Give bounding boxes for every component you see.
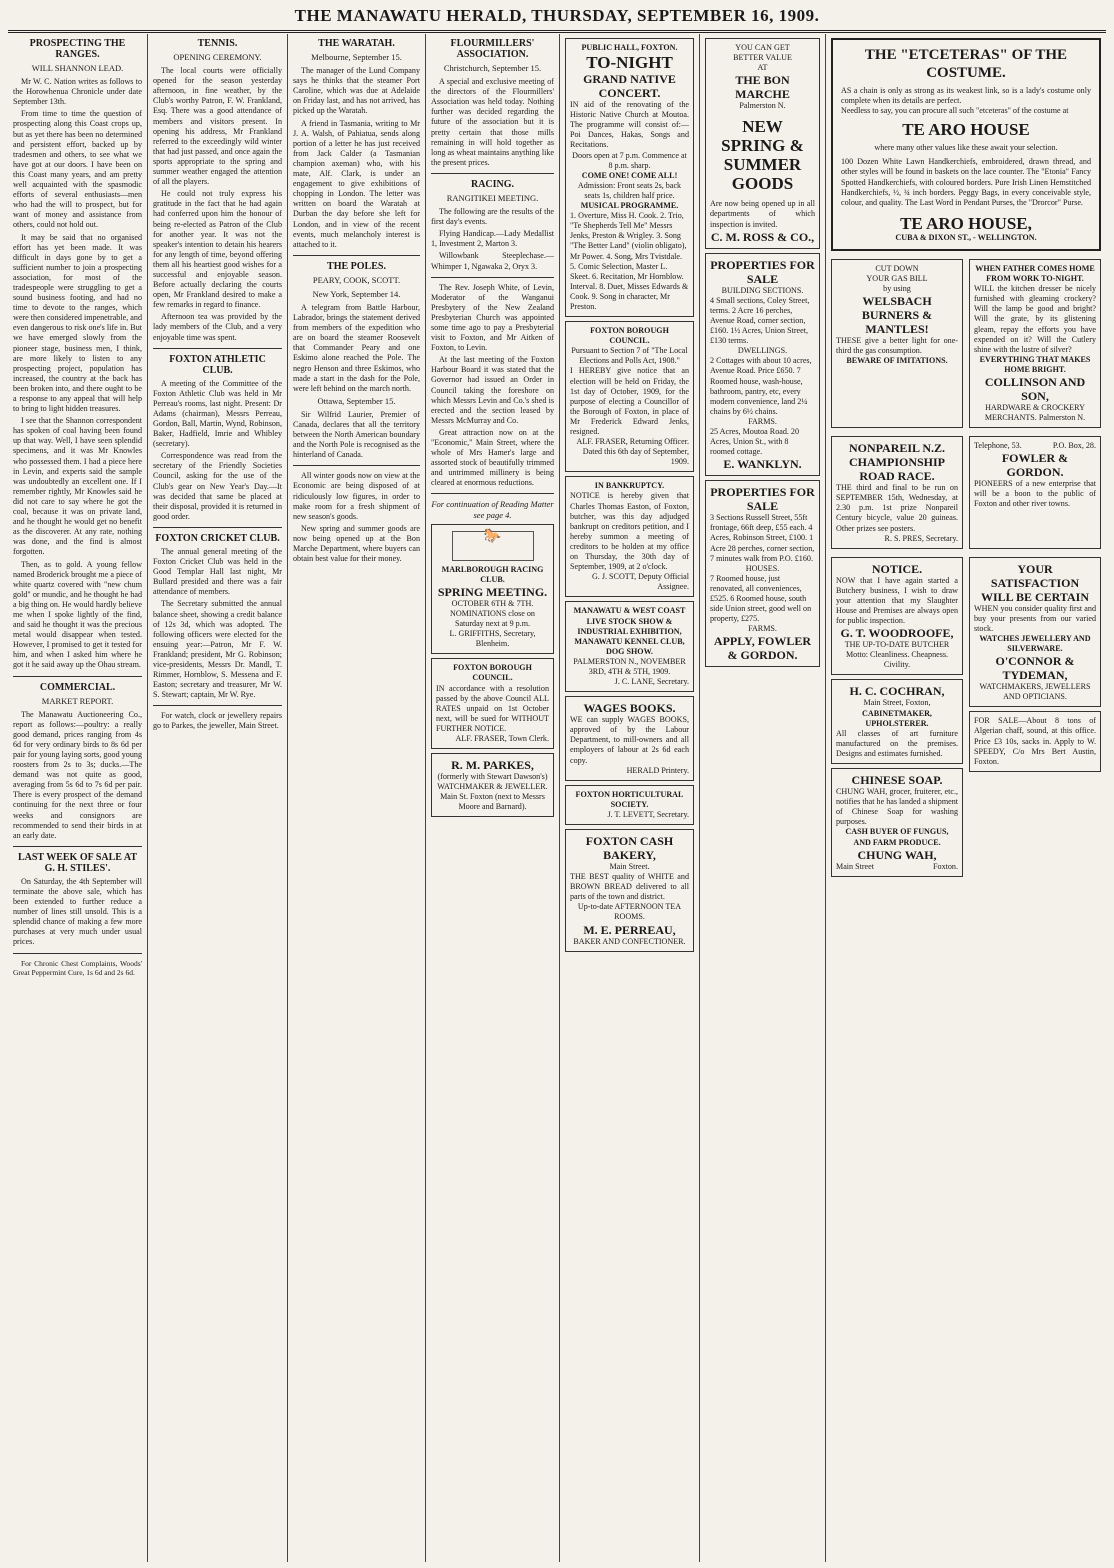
headline-athletic-club: FOXTON ATHLETIC CLUB. (169, 353, 266, 376)
column-5 (560, 34, 700, 1562)
horse-racing-icon: 🐎 (452, 531, 534, 561)
article-paragraph: The Manawatu Auctioneering Co., report as follows:—poultry: a really good demand, prices ranging from 4s 6d for very ordinary birds to 8s 6d per pair for young laying sorts, good young roosters from 2s to 3s; ducks.—The demand was not quite as good, averaging from 5s 6d to 7s 6d per pair. There is every prospect of the demand continuing for the next three or four weeks and consignors are recommended to send their birds in at an early date. (13, 709, 142, 840)
headline-stiles-sale: LAST WEEK OF SALE AT G. H. STILES'. (17, 851, 138, 874)
headline-commercial: COMMERCIAL. (39, 681, 116, 693)
ad-native-concert: PUBLIC HALL, FOXTON. TO-NIGHT GRAND NATIVE CONCERT. IN aid of the renovating of the Historic Native Church at Moutoa. The programme will consist of:— Poi Dances, Hakas, Songs and Recitations. Doors open at 7 p.m. Commence at 8 p.m. sharp. COME ONE! COME ALL! Admission: Front seats 2s, back seats 1s, children half price. MUSICAL PROGRAMME. 1. Overture, Miss H. Cook. 2. Trio, "Te Shepherds Tell Me" Messrs Jenks, Preston & Wrigley. 3. Song "The Better Land" (violin obligato), Mr Power. 4. Song, Mrs Tvistdale. 5. Comic Selection, Master L. Skeet. 6. Recitation, Mr Hornblow. Interval. 8. Duet, Misses Edwards & Cook. 9. Song in character, Mr Preston. (565, 38, 694, 317)
bon-marche-notice: New spring and summer goods are now being opened up at the Bon Marche Department, where buyers can obtain best value for their money. (293, 523, 420, 564)
divider (13, 846, 142, 847)
ad-oconnor-tydeman: YOUR SATISFACTION WILL BE CERTAIN WHEN you consider quality first and buy your presents from our varied stock. WATCHES JEWELLERY AND SILVERWARE. O'CONNOR & TYDEMAN, WATCHMAKERS, JEWELLERS AND OPTICIANS. (969, 557, 1101, 708)
headline-prospecting: PROSPECTING THE RANGES. (29, 38, 126, 60)
ad-cash-bakery: FOXTON CASH BAKERY, Main Street. THE BEST quality of WHITE and BROWN BREAD delivered to all parts of the town and district. Up-to-date AFTERNOON TEA ROOMS. M. E. PERREAU, BAKER AND CONFECTIONER. (565, 829, 694, 952)
divider (153, 348, 282, 349)
column-6 (700, 34, 826, 1562)
ad-row-woodroofe-oconnor (831, 553, 1101, 881)
column-7 (826, 34, 1106, 1562)
ad-borough-council-rates: FOXTON BOROUGH COUNCIL. IN accordance with a resolution passed by the above Council ALL RATES unpaid on 1st October next, will be sued for WITHOUT FURTHER NOTICE. ALF. FRASER, Town Clerk. (431, 658, 554, 749)
divider (13, 953, 142, 954)
continuation-note: For continuation of Reading Matter see page 4. (431, 499, 554, 520)
article-paragraph: Sir Wilfrid Laurier, Premier of Canada, declares that all the territory between the North American boundary and the North Pole is recognised as the hinterland of Canada. (293, 409, 420, 460)
article-paragraph: Great attraction now on at the "Economic," Main Street, where the whole of Mrs Hamer's large and assorted stock of beautifully trimmed and untrimmed millinery is being cleared at enormous reductions. (431, 427, 554, 488)
subhead-rangitikei: RANGITIKEI MEETING. (446, 192, 539, 203)
divider (431, 277, 554, 278)
ad-wages-books: WAGES BOOKS. WE can supply WAGES BOOKS, approved of by the Labour Department, to mill-owners and all employers of labour at 2s 6d each copy. HERALD Printery. (565, 696, 694, 781)
ad-chaff-for-sale: FOR SALE—About 8 tons of Algerian chaff, sound, at this office. Price £3 10s, sacks in. Apply to W. SPEEDY, C/o Mrs Bert Austin, Foxton. (969, 711, 1101, 771)
subhead-opening: OPENING CEREMONY. (173, 52, 262, 62)
dateline: Christchurch, September 15. (443, 63, 542, 73)
race-result: Willowbank Steeplechase.—Whimper 1, Ngawaka 2, Oryx 3. (431, 251, 554, 271)
column-2 (148, 34, 288, 1562)
headline-waratah: THE WARATAH. (318, 38, 395, 49)
divider (431, 493, 554, 494)
article-paragraph: Afternoon tea was provided by the lady members of the Club, and a very enjoyable time was spent. (153, 312, 282, 342)
ad-marlborough-racing: 🐎 MARLBOROUGH RACING CLUB. SPRING MEETING. OCTOBER 6TH & 7TH. NOMINATIONS close on Saturday next at 9 p.m. L. GRIFFITHS, Secretary, Blenheim. (431, 524, 554, 655)
article-paragraph: On Saturday, the 4th September will terminate the above sale, which has been extended to further reduce a number of lines still unsold. This is a splendid chance of making a few more purchases at very much under usual prices. (13, 876, 142, 947)
divider (293, 465, 420, 466)
ad-horticultural-society: FOXTON HORTICULTURAL SOCIETY. J. T. LEVETT, Secretary. (565, 785, 694, 825)
peppermint-cure-notice: For Chronic Chest Complaints, Woods' Great Peppermint Cure, 1s 6d and 2s 6d. (13, 958, 142, 977)
article-paragraph: At the last meeting of the Foxton Harbour Board it was stated that the Governor had issued an Order in Council taking the foreshore on which Messrs Levin and Co.'s shed is erected and the section leased by Messrs McMurray and Co. (431, 355, 554, 425)
ad-chinese-soap: CHINESE SOAP. CHUNG WAH, grocer, fruiterer, etc., notifies that he has landed a shipment of Chinese Soap for washing purposes. CASH BUYER OF FUNGUS, AND FARM PRODUCE. CHUNG WAH, Main Street Foxton. (831, 768, 963, 877)
article-paragraph: I see that the Shannon correspondent has spoken of coal having been found up that way. Well, I have seen splendid specimens, and it was Mr Knowles who possessed them. I had a piece here in Levin, and experts said the sample was undoubtedly an excellent one. If I remember rightly, Mr Knowles said he did not care to say where he got the coal, because it was on private land, and he thought he would get no benefit as the discoverer. At any rate, nothing was done, and the find is almost forgotten. (13, 416, 142, 557)
subhead-shannon: WILL SHANNON LEAD. (31, 63, 124, 73)
article-paragraph: A friend in Tasmania, writing to Mr J. A. Walsh, of Pahiatua, sends along portion of a letter he has just received from Jack Calder (a Tasmanian champion axeman) who, with his mate, Alf. Clark, is under an engagement to give exhibitions of chopping in London. The letter was written on board the Waratah at Durban the day before she left for London, and in view of the recent events, much melancholy interest is attached to it. (293, 118, 420, 249)
headline-flourmillers: FLOURMILLERS' ASSOCIATION. (450, 38, 535, 60)
article-paragraph: The annual general meeting of the Foxton Cricket Club was held in the Good Templar Hall last night, Mr Bullard presided and there was a fair attendance of members. (153, 546, 282, 597)
article-paragraph: He could not truly express his gratitude in the fact that he had again had conferred upon him the honour of being re-elected as Patron of the Club for another year. It was not the speaker's intention to detain his hearers for any length of time, beyond offering them all his heartiest good wishes for a successful and enjoyable season. Before actually declaring the courts open, Mr Frankland desired to make a few remarks in regard to finance. (153, 189, 282, 310)
article-paragraph: The manager of the Lund Company says he thinks that the steamer Port Caroline, which was due at Adelaide on Friday last, and has not arrived, has picked up the Waratah. (293, 66, 420, 116)
economic-notice: All winter goods now on view at the Economic are being disposed of at ridiculously low figures, in order to make room for a fresh shipment of new season's goods. (293, 471, 420, 521)
ad-bankruptcy: IN BANKRUPTCY. NOTICE is hereby given that Charles Thomas Easton, of Foxton, butcher, was this day adjudged bankrupt on creditors petition, and I hereby summon a meeting of creditors to be holden at my office on Thursday, the 30th day of September, 1909, at 2 o'clock. G. J. SCOTT, Deputy Official Assignee. (565, 476, 694, 597)
headline-racing: RACING. (470, 178, 515, 190)
divider (293, 255, 420, 256)
article-paragraph: Mr W. C. Nation writes as follows to the Horowhenua Chronicle under date September 13th. (13, 77, 142, 107)
article-paragraph: A telegram from Battle Harbour, Labrador, brings the statement derived from members of the expedition who are on board the steamer Roosevelt that Commander Peary and one Eskimo alone reached the Pole. The negro Henson and three Eskimos, who made a start in the dash for the Pole, were left behind on the march north. (293, 302, 420, 393)
ad-te-aro-house: THE "ETCETERAS" OF THE COSTUME. AS a chain is only as strong as its weakest link, so is a lady's costume only complete when its details are perfect. Needless to say, you can procure all such "etceteras" of the costume at TE ARO HOUSE where many other values like these await your selection. 100 Dozen White Lawn Handkerchiefs, embroidered, drawn thread, and other styles will be found in baskets on the lace counter. The "Etonia" Fancy Spotted Handkerchiefs, with coloured borders. Pure Irish Linen Hemstitched Handkerchiefs, ½, ¾ inch borders. Peggy Bags, in every conceivable style, colour, and quality. The Last Word in Pendant Purses, the "Drorcor" Purse. TE ARO HOUSE, CUBA & DIXON ST., - WELLINGTON. (831, 38, 1101, 251)
ad-nonpareil-road-race: NONPAREIL N.Z. CHAMPIONSHIP ROAD RACE. THE third and final to be run on SEPTEMBER 15th, Wednesday, at 2.30 p.m. 1st prize Nonpareil Century bicycle, value 20 guineas. Other prizes see posters. R. S. PRES, Secretary. (831, 436, 963, 549)
ad-wanklyn-properties: PROPERTIES FOR SALE BUILDING SECTIONS. 4 Small sections, Coley Street, terms. 2 Acre 16 perches, Avenue Road, corner section, £160. 1½ Acres, Union Street, £130 terms. DWELLINGS. 2 Cottages with about 10 acres, Avenue Road. Price £650. 7 Roomed house, wash-house, bathroom, pantry, etc, every modern convenience, land 2¼ chains by 6½ chains. FARMS. 25 Acres, Moutoa Road. 20 Acres, Union St., with 8 roomed cottage. E. WANKLYN. (705, 253, 820, 477)
dateline: Ottawa, September 15. (317, 395, 396, 406)
article-paragraph: The local courts were officially opened for the season yesterday afternoon, in fine weather, by the Club's worthy Patron, F. W. Frankland, Esq. There was a good attendance of members and visitors present. In opening his address, Mr Frankland referred to the exceedingly wild winter that had just passed, and once again the sports appropriate to the spring and summer weather engaged the attention of all the players. (153, 66, 282, 187)
ad-fowler-properties: PROPERTIES FOR SALE 3 Sections Russell Street, 55ft frontage, 66ft deep, £55 each. 4 Acres, Robinson Street, £100. 1 Acre 28 perches, corner section, 7 minutes walk from P.O. £160. HOUSES. 7 Roomed house, just renovated, all conveniences, £525. 6 Roomed house, south side Union street, good well on property, £275. FARMS. APPLY, FOWLER & GORDON. (705, 480, 820, 667)
article-paragraph: A meeting of the Committee of the Foxton Athletic Club was held in Mr Perreau's rooms, last night. Present: Dr Adams (chairman), Messrs Perreau, Gordon, Ball, Martin, Wynd, Robinson, Baker, Hadfield, Imrie and Whibley (secretary). (153, 378, 282, 449)
ad-borough-election: FOXTON BOROUGH COUNCIL. Pursuant to Section 7 of "The Local Elections and Polls Act, 1908." I HEREBY give notice that an election will be held on Friday, the 1st day of October, 1909, for the purpose of electing a Councillor of the Borough of Foxton, in place of Mr Frederick Edward Jenks, resigned. ALF. FRASER, Returning Officer. Dated this 6th day of September, 1909. (565, 321, 694, 472)
ad-bon-marche: YOU CAN GET BETTER VALUE AT THE BON MARCHE Palmerston N. NEW SPRING & SUMMER GOODS Are now being opened up in all departments of which inspection is invited. C. M. ROSS & CO., (705, 38, 820, 249)
article-paragraph: The Rev. Joseph White, of Levin, Moderator of the Wanganui Presbytery of the New Zealand Presbyterian Church was appointed some time ago to pay a Presbyterial visit to Foxton, and Mr Aitken of Foxton, to Levin. (431, 282, 554, 353)
column-4 (426, 34, 560, 1562)
article-paragraph: From time to time the question of prospecting along this Coast crops up, but as yet there has been no determined and persistent effort, backed up by tradesmen and others, to see what we have got at our doors. I have been on this Coast many years, and am pretty well acquainted with the spasmodic efforts of several enthusiasts—men who had the will to prospect, but for want of money and assistance from others, could not hold out. (13, 109, 142, 230)
headline-tennis: TENNIS. (197, 38, 238, 49)
article-paragraph: The Secretary submitted the annual balance sheet, showing a credit balance of 12s 3d, which was adopted. The following officers were elected for the ensuing year:—Patron, Mr F. W. Frankland; president, Mr G. Robinson; vice-presidents, Messrs Dr. Mandl, T. Rimmer, Hornblow, S. Messena and F. Easton; secretary and treasurer, Mr W. S. Stewart; captain, Mr W. Rye. (153, 599, 282, 700)
parkes-repairs-notice: For watch, clock or jewellery repairs go to Parkes, the jeweller, Main Street. (153, 711, 282, 731)
ad-welsbach: CUT DOWN YOUR GAS BILL by using WELSBACH BURNERS & MANTLES! THESE give a better light for one-third the gas consumption. BEWARE OF IMITATIONS. (831, 259, 963, 428)
ad-woodroofe-butcher: NOTICE. NOW that I have again started a Butchery business, I wish to draw your attention that my Slaughter House and Premises are always open for public inspection. G. T. WOODROOFE, THE UP-TO-DATE BUTCHER Motto: Cleanliness. Cheapness. Civility. (831, 557, 963, 676)
article-paragraph: The following are the results of the first day's events. (431, 207, 554, 227)
ad-row-welsbach-collinson (831, 255, 1101, 432)
ad-stack-left (831, 553, 963, 881)
ad-livestock-show: MANAWATU & WEST COAST LIVE STOCK SHOW & INDUSTRIAL EXHIBITION, MANAWATU KENNEL CLUB, DOG SHOW. PALMERSTON N., NOVEMBER 3RD, 4TH & 5TH, 1909. J. C. LANE, Secretary. (565, 601, 694, 692)
article-paragraph: It may be said that no organised effort has yet been made. It was difficult in days gone by to get a sufficient number to join a prospecting association, for most of the tradespeople were struggling to get a sound business footing, and had no time to devote to the ranges, which were then considered impenetrable, and even dangerous to risk one's life in. But we have emerged slowly from the pioneer stage, business men, I think, are more likely to listen to any prospecting project, population has increased, the country at the back has been broken into, and there ought to be a response to any appeal that will help to bring to light hidden treasures. (13, 232, 142, 414)
ad-fowler-gordon: Telephone, 53. P.O. Box, 28. FOWLER & GORDON. PIONEERS of a new enterprise that will be a boon to the public of Foxton and other river towns. (969, 436, 1101, 549)
headline-poles: THE POLES. (327, 260, 386, 272)
dateline: New York, September 14. (312, 288, 401, 299)
divider (153, 527, 282, 528)
column-1 (8, 34, 148, 1562)
ad-stack-right (969, 553, 1101, 881)
contact-line: Telephone, 53. P.O. Box, 28. (974, 441, 1096, 451)
divider (13, 676, 142, 677)
headline-cricket-club: FOXTON CRICKET CLUB. (155, 532, 280, 544)
subhead-peary-cook-scott: PEARY, COOK, SCOTT. (312, 274, 401, 285)
masthead: THE MANAWATU HERALD, THURSDAY, SEPTEMBER 16, 1909. (8, 2, 1106, 33)
divider (431, 173, 554, 174)
article-paragraph: Correspondence was read from the secretary of the Friendly Societies Council, asking for the use of the Club's gear on New Year's Day.—It was decided that same be placed at their disposal, provided it is returned in good order. (153, 451, 282, 521)
subhead-market-report: MARKET REPORT. (41, 695, 114, 706)
article-paragraph: A special and exclusive meeting of the directors of the Flourmillers' Association was held today. Nothing further was decided regarding the future of the association but it is pretty certain that those mills remaining in will hold together as long as wheat maintains anything like the present prices. (431, 77, 554, 167)
ad-parkes-jeweller: R. M. PARKES, (formerly with Stewart Dawson's) WATCHMAKER & JEWELLER. Main St. Foxton (next to Messrs Moore and Barnard). (431, 753, 554, 817)
column-3 (288, 34, 426, 1562)
ad-collinson: WHEN FATHER COMES HOME FROM WORK TO-NIGHT. WILL the kitchen dresser be nicely furnished with gleaming crockery? Will the lamp be good and bright? Will the grate, by its glistening gleam, repay the efforts you have expended on it? Will the Cutlery shine with the lustre of silver? EVERYTHING THAT MAKES HOME BRIGHT. COLLINSON AND SON, HARDWARE & CROCKERY MERCHANTS. Palmerston N. (969, 259, 1101, 428)
article-paragraph: Then, as to gold. A young fellow named Broderick brought me a piece of white quartz covered with "new chum gold" or mundic, and he thought he had a big thing on. He would hardly believe me when I spoke lightly of the find, and said he thought it was the precious metal would disappear when tested. However, I promised to get it tested for him, and when I asked him where he got it he said away up the Ohau stream. (13, 559, 142, 670)
divider (153, 705, 282, 706)
race-result: Flying Handicap.—Lady Medallist 1, Investment 2, Marton 3. (431, 229, 554, 249)
ad-row-nonpareil-fowler (831, 432, 1101, 553)
dateline: Melbourne, September 15. (311, 52, 402, 62)
ad-cochran-cabinetmaker: H. C. COCHRAN, Main Street, Foxton, CABINETMAKER, UPHOLSTERER. All classes of art furniture manufactured on the premises. Designs and estimates furnished. (831, 679, 963, 764)
